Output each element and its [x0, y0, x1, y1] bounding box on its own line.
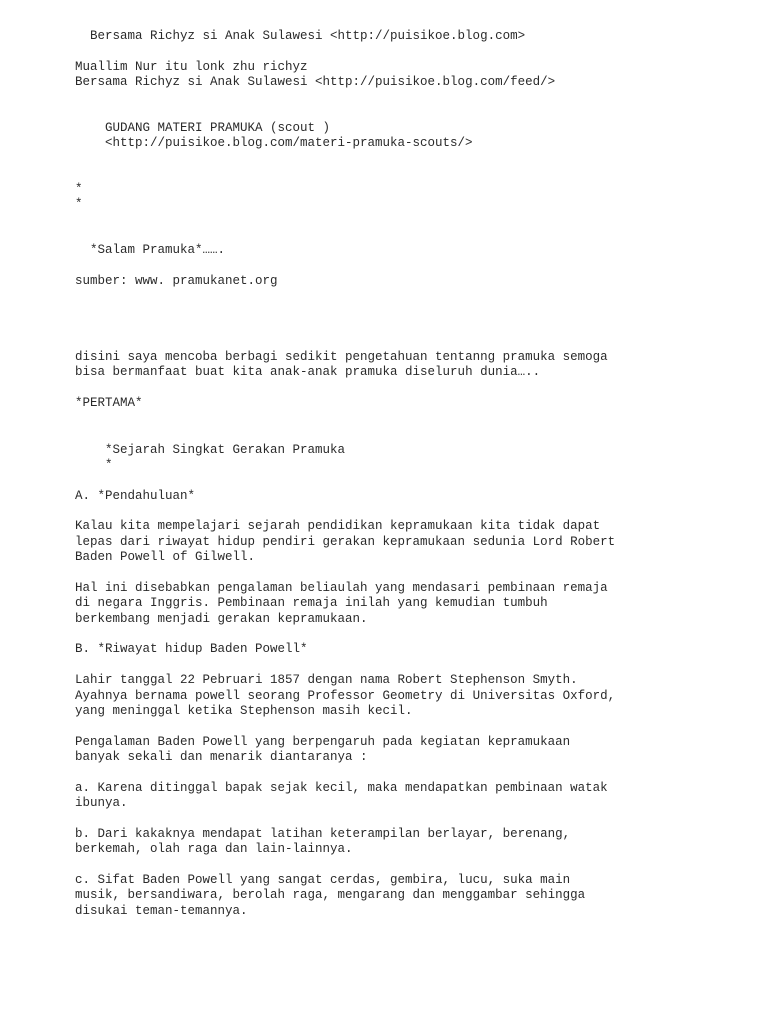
gudang-link: <http://puisikoe.blog.com/materi-pramuka-scouts/>	[105, 136, 473, 150]
feed-line-2: Bersama Richyz si Anak Sulawesi <http://puisikoe.blog.com/feed/>	[75, 75, 556, 89]
sejarah-heading-end: *	[105, 458, 113, 472]
feed-line-1: Muallim Nur itu lonk zhu richyz	[75, 60, 308, 74]
section-a-p1-line-2: lepas dari riwayat hidup pendiri gerakan kepramukaan sedunia Lord Robert	[75, 535, 616, 549]
item-b-line-2: berkemah, olah raga dan lain-lainnya.	[75, 842, 353, 856]
sejarah-heading: *Sejarah Singkat Gerakan Pramuka	[105, 443, 346, 457]
section-a-p2-line-3: berkembang menjadi gerakan kepramukaan.	[75, 612, 368, 626]
item-a-line-1: a. Karena ditinggal bapak sejak kecil, maka mendapatkan pembinaan watak	[75, 781, 608, 795]
salam-pramuka: *Salam Pramuka*…….	[90, 243, 226, 257]
section-a-p2-line-2: di negara Inggris. Pembinaan remaja inilah yang kemudian tumbuh	[75, 596, 548, 610]
section-b-p1-line-3: yang meninggal ketika Stephenson masih kecil.	[75, 704, 413, 718]
intro-line-2: bisa bermanfaat buat kita anak-anak pramuka diseluruh dunia…..	[75, 365, 541, 379]
item-c-line-1: c. Sifat Baden Powell yang sangat cerdas, gembira, lucu, suka main	[75, 873, 571, 887]
section-a-p2-line-1: Hal ini disebabkan pengalaman beliaulah yang mendasari pembinaan remaja	[75, 581, 608, 595]
item-a-line-2: ibunya.	[75, 796, 128, 810]
section-b-p2-line-1: Pengalaman Baden Powell yang berpengaruh pada kegiatan kepramukaan	[75, 735, 571, 749]
header-title-line: Bersama Richyz si Anak Sulawesi <http://puisikoe.blog.com>	[90, 29, 526, 43]
section-b-heading: B. *Riwayat hidup Baden Powell*	[75, 642, 308, 656]
gudang-title: GUDANG MATERI PRAMUKA (scout )	[105, 121, 331, 135]
sumber-line: sumber: www. pramukanet.org	[75, 274, 278, 288]
section-a-p1-line-1: Kalau kita mempelajari sejarah pendidikan kepramukaan kita tidak dapat	[75, 519, 601, 533]
item-c-line-3: disukai teman-temannya.	[75, 904, 248, 918]
bullet-1: *	[75, 182, 83, 196]
section-b-p1-line-2: Ayahnya bernama powell seorang Professor Geometry di Universitas Oxford,	[75, 689, 616, 703]
section-a-heading: A. *Pendahuluan*	[75, 489, 196, 503]
section-a-p1-line-3: Baden Powell of Gilwell.	[75, 550, 256, 564]
section-b-p2-line-2: banyak sekali dan menarik diantaranya :	[75, 750, 368, 764]
bullet-2: *	[75, 197, 83, 211]
item-c-line-2: musik, bersandiwara, berolah raga, mengarang dan menggambar sehingga	[75, 888, 586, 902]
intro-line-1: disini saya mencoba berbagi sedikit pengetahuan tentanng pramuka semoga	[75, 350, 608, 364]
section-b-p1-line-1: Lahir tanggal 22 Pebruari 1857 dengan nama Robert Stephenson Smyth.	[75, 673, 578, 687]
pertama-heading: *PERTAMA*	[75, 396, 143, 410]
item-b-line-1: b. Dari kakaknya mendapat latihan keterampilan berlayar, berenang,	[75, 827, 571, 841]
